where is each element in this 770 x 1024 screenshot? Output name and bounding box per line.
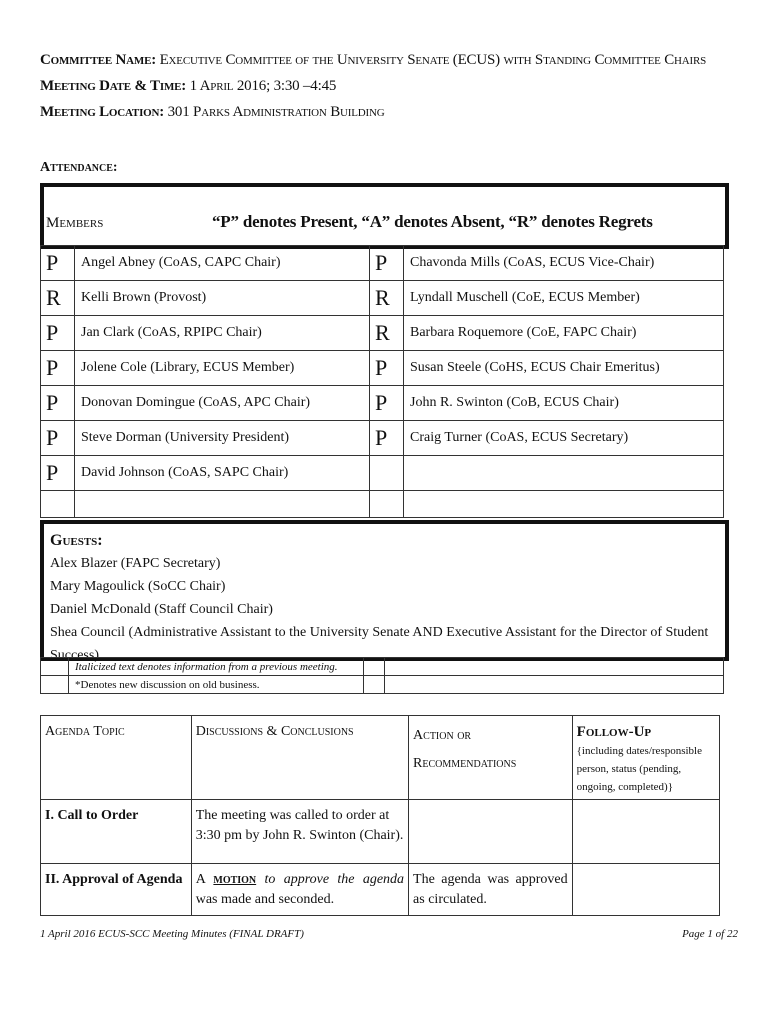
attendance-table bbox=[40, 245, 724, 518]
empty-cell bbox=[370, 491, 404, 518]
action-header-line1: Action or bbox=[413, 728, 472, 743]
empty-cell bbox=[41, 676, 69, 694]
member-name: John R. Swinton (CoB, ECUS Chair) bbox=[404, 386, 724, 421]
agenda-header-row bbox=[41, 716, 720, 800]
guest-item: Mary Magoulick (SoCC Chair) bbox=[50, 579, 226, 594]
attendance-row bbox=[41, 316, 724, 351]
member-name: Susan Steele (CoHS, ECUS Chair Emeritus) bbox=[404, 351, 724, 386]
agenda-followup bbox=[572, 800, 719, 864]
meeting-location-value: 301 Parks Administration Building bbox=[167, 104, 385, 120]
attendance-mark: P bbox=[41, 351, 75, 386]
attendance-mark: R bbox=[370, 316, 404, 351]
agenda-row bbox=[41, 864, 720, 916]
italic-note: Italicized text denotes information from a previous meeting. bbox=[69, 658, 364, 676]
footer-page-number: Page 1 of 22 bbox=[682, 928, 738, 940]
attendance-mark: P bbox=[41, 246, 75, 281]
attendance-mark: P bbox=[370, 386, 404, 421]
attendance-mark: P bbox=[370, 351, 404, 386]
notes-row bbox=[41, 658, 724, 676]
attendance-row bbox=[41, 351, 724, 386]
discussion-suffix: was made and seconded. bbox=[195, 892, 335, 907]
attendance-row-empty bbox=[41, 491, 724, 518]
member-name bbox=[404, 456, 724, 491]
meeting-location-label: Meeting Location: bbox=[40, 104, 165, 120]
member-name: Donovan Domingue (CoAS, APC Chair) bbox=[75, 386, 370, 421]
committee-name-label: Committee Name: bbox=[40, 52, 157, 68]
meeting-date-value: 1 April 2016; 3:30 –4:45 bbox=[189, 78, 337, 94]
member-name: Chavonda Mills (CoAS, ECUS Vice-Chair) bbox=[404, 246, 724, 281]
attendance-row bbox=[41, 386, 724, 421]
attendance-row bbox=[41, 456, 724, 491]
followup-header bbox=[572, 716, 719, 800]
discussions-header: Discussions & Conclusions bbox=[191, 716, 408, 800]
member-name: Angel Abney (CoAS, CAPC Chair) bbox=[75, 246, 370, 281]
empty-cell bbox=[404, 491, 724, 518]
member-name: Jolene Cole (Library, ECUS Member) bbox=[75, 351, 370, 386]
notes-row bbox=[41, 676, 724, 694]
meeting-location-line bbox=[40, 104, 384, 121]
new-discussion-note: *Denotes new discussion on old business. bbox=[69, 676, 364, 694]
agenda-discussion: The meeting was called to order at 3:30 pm by John R. Swinton (Chair). bbox=[191, 800, 408, 864]
committee-name-line bbox=[40, 52, 706, 69]
followup-subtitle: {including dates/responsible person, status (pending, ongoing, completed)} bbox=[576, 745, 702, 793]
guest-item: Daniel McDonald (Staff Council Chair) bbox=[50, 602, 273, 617]
motion-keyword: motion bbox=[213, 872, 257, 887]
attendance-mark: P bbox=[41, 456, 75, 491]
attendance-mark: P bbox=[370, 246, 404, 281]
member-name: Craig Turner (CoAS, ECUS Secretary) bbox=[404, 421, 724, 456]
attendance-mark: P bbox=[41, 386, 75, 421]
notes-table bbox=[40, 657, 724, 694]
empty-cell bbox=[385, 658, 724, 676]
member-name: Kelli Brown (Provost) bbox=[75, 281, 370, 316]
member-name: Steve Dorman (University President) bbox=[75, 421, 370, 456]
attendance-heading: Attendance: bbox=[40, 160, 118, 175]
attendance-mark: R bbox=[41, 281, 75, 316]
empty-cell bbox=[75, 491, 370, 518]
attendance-row bbox=[41, 246, 724, 281]
guest-item: Shea Council (Administrative Assistant to the University Senate AND Executive Assistant for the Director of Student Success) bbox=[50, 625, 709, 663]
agenda-action: The agenda was approved as circulated. bbox=[409, 864, 573, 916]
agenda-row bbox=[41, 800, 720, 864]
member-name: Jan Clark (CoAS, RPIPC Chair) bbox=[75, 316, 370, 351]
agenda-topic: I. Call to Order bbox=[41, 800, 192, 864]
attendance-mark: P bbox=[41, 316, 75, 351]
guests-box bbox=[40, 520, 729, 661]
footer-document-title: 1 April 2016 ECUS-SCC Meeting Minutes (FINAL DRAFT) bbox=[40, 928, 304, 940]
agenda-topic-header: Agenda Topic bbox=[41, 716, 192, 800]
members-label: Members bbox=[46, 215, 104, 231]
committee-name-value: Executive Committee of the University Senate (ECUS) with Standing Committee Chairs bbox=[159, 52, 707, 68]
motion-text: to approve the agenda bbox=[264, 872, 405, 887]
member-name: David Johnson (CoAS, SAPC Chair) bbox=[75, 456, 370, 491]
attendance-mark: P bbox=[41, 421, 75, 456]
attendance-row bbox=[41, 421, 724, 456]
empty-cell bbox=[41, 491, 75, 518]
action-header bbox=[409, 716, 573, 800]
discussion-prefix: A bbox=[195, 872, 206, 887]
meeting-date-label: Meeting Date & Time: bbox=[40, 78, 187, 94]
action-header-line2: Recommendations bbox=[413, 756, 517, 771]
attendance-mark bbox=[370, 456, 404, 491]
attendance-mark: R bbox=[370, 281, 404, 316]
followup-title: Follow-Up bbox=[576, 724, 652, 740]
attendance-mark: P bbox=[370, 421, 404, 456]
agenda-discussion bbox=[191, 864, 408, 916]
empty-cell bbox=[41, 658, 69, 676]
agenda-followup bbox=[572, 864, 719, 916]
attendance-legend: “P” denotes Present, “A” denotes Absent, “R” denotes Regrets bbox=[212, 212, 653, 231]
agenda-table bbox=[40, 715, 720, 916]
empty-cell bbox=[364, 658, 385, 676]
guest-item: Alex Blazer (FAPC Secretary) bbox=[50, 556, 221, 571]
empty-cell bbox=[385, 676, 724, 694]
agenda-action bbox=[409, 800, 573, 864]
guests-title: Guests: bbox=[50, 532, 103, 549]
member-name: Lyndall Muschell (CoE, ECUS Member) bbox=[404, 281, 724, 316]
member-name: Barbara Roquemore (CoE, FAPC Chair) bbox=[404, 316, 724, 351]
agenda-topic: II. Approval of Agenda bbox=[41, 864, 192, 916]
meeting-date-line bbox=[40, 78, 336, 95]
attendance-row bbox=[41, 281, 724, 316]
empty-cell bbox=[364, 676, 385, 694]
